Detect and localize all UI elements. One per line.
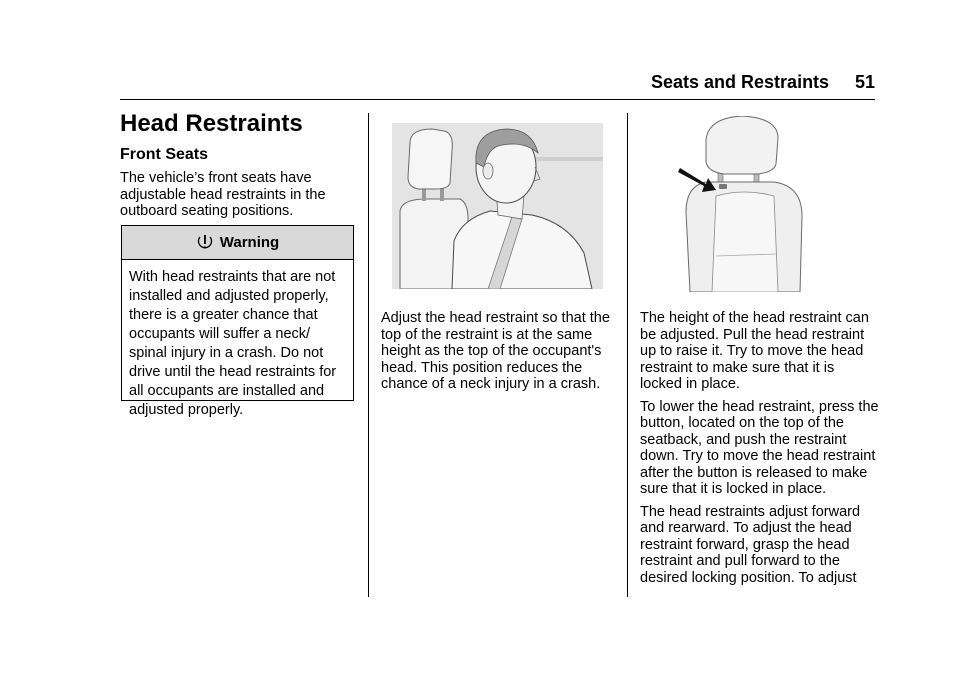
section-subtitle: Front Seats [120,146,209,163]
column-divider-left [368,113,369,597]
warning-label: Warning [219,234,280,251]
middle-paragraph: Adjust the head restraint so that the top of the restraint is at the same height as the top of the occupant's head. This position reduces the chance of a neck injury in a crash. [381,310,610,392]
intro-paragraph: The vehicle’s front seats have adjustable head restraints in the outboard seating positions. [120,170,326,219]
right-paragraph-1: The height of the head restraint can be adjusted. Pull the head restraint up to raise it. Try to move the head restraint to make sure that it is locked in place. [640,310,869,392]
page-number: 51 [854,72,875,92]
column-divider-right [627,113,628,597]
warning-header [122,226,353,260]
warning-text: With head restraints that are not installed and adjusted properly, there is a greater chance that occupants will suffer a neck/ spinal injury in a crash. Do not drive until the head restraints for all occupants are installed and adjusted properly. [129,269,337,418]
right-paragraph-3: The head restraints adjust forward and rearward. To adjust the head restraint forward, grasp the head restraint and pull forward to the desired locking position. To adjust [640,503,861,586]
header-rule [120,99,875,100]
column-left [120,111,356,220]
occupant-head-restraint-illustration [392,123,603,289]
seat-button-illustration [650,116,845,292]
column-middle [381,310,621,393]
right-paragraph-2: To lower the head restraint, press the button, located on the top of the seatback, and push the restraint down. Try to move the head restraint after the button is released to make sure that it is locked in place. [640,398,879,497]
page-title: Head Restraints [120,110,303,137]
warning-box [121,225,354,418]
column-right [640,310,880,586]
warning-icon [196,234,214,252]
section-title: Seats and Restraints [651,72,830,92]
page-header [651,72,875,93]
